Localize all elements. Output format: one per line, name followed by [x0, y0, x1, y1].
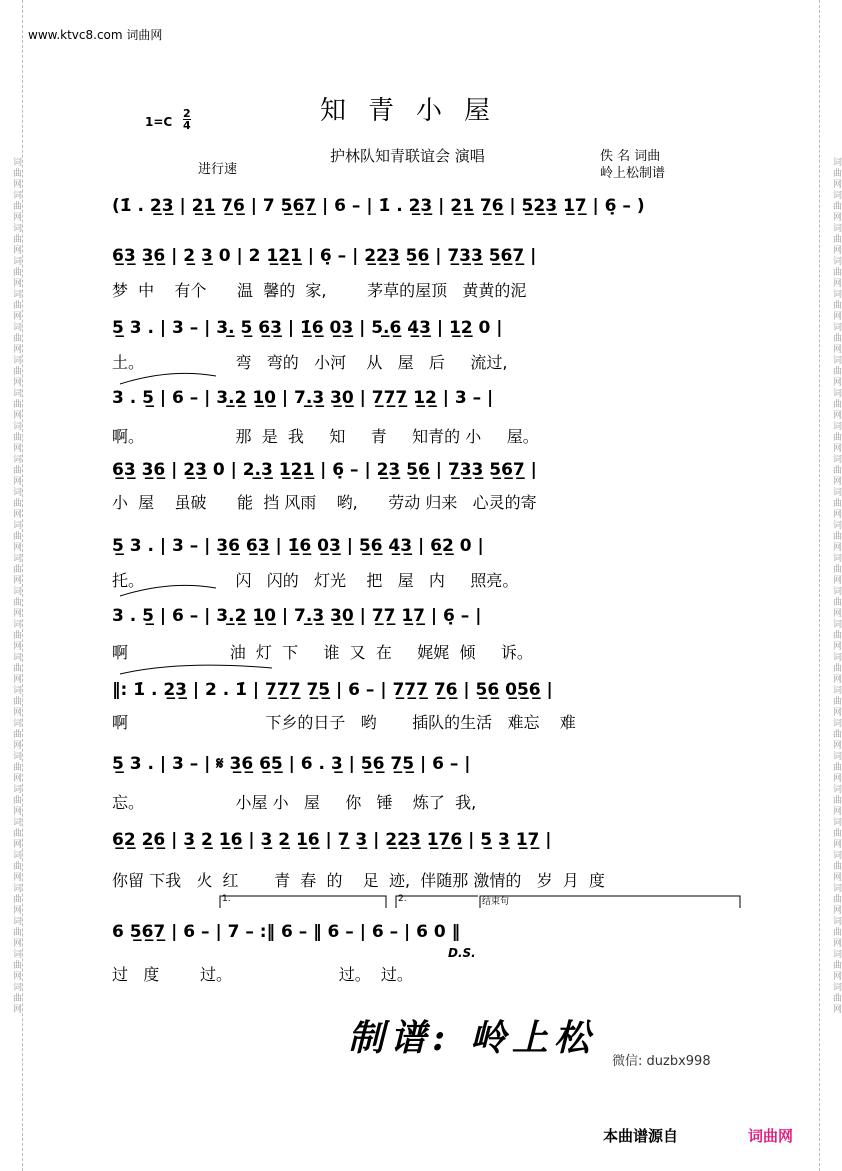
- credit-composer: 佚 名 词曲: [600, 149, 661, 164]
- lyric-line-5: 托。 闪 闪的 灯光 把 屋 内 照亮。: [112, 571, 519, 590]
- ds-marking: D.S.: [448, 946, 476, 960]
- volta-2: 2.: [398, 894, 407, 904]
- lyric-line-6: 啊 油 灯 下 谁 又 在 娓娓 倾 诉。: [112, 643, 533, 662]
- left-watermark-strip: 词曲网词曲网词曲网词曲网词曲网词曲网词曲网词曲网词曲网词曲网词曲网词曲网词曲网词曲网词曲网词曲网词曲网词曲网词曲网词曲网词曲网词曲网词曲网词曲网词曲网词曲网: [0, 0, 23, 1171]
- signature: 制谱: 岭上松: [348, 1017, 596, 1059]
- score-line-10: 6 5̲6̲7̲ | 6 – | 7 – :‖ 6 – ‖ 6 – | 6 – | 6 0 ‖: [112, 922, 461, 942]
- lyric-line-3: 啊。 那 是 我 知 青 知青的 小 屋。: [112, 427, 539, 446]
- song-title: 知青小屋: [320, 96, 513, 126]
- score-line-0: (1̇ . 2̲3̲ | 2̲1̲ 7̲6̲ | 7 5̲6̲7̲ | 6 – | 1̇ . 2̲3̲ | 2̲1̲ 7̲6̲ | 5̲2̲3̲ 1̲7̲ | 6̣ – ): [112, 196, 645, 216]
- coda-label: 结束句: [482, 897, 510, 907]
- tempo-marking: 进行速: [198, 162, 238, 177]
- lyric-line-9: 你留 下我 火 红 青 春 的 足 迹, 伴随那 激情的 岁 月 度: [112, 871, 605, 890]
- score-line-9: 6̲2̲ 2̲6̲ | 3̲ 2̲ 1̲6̲ | 3̲ 2̲ 1̲6̲ | 7̲ 3̲ | 2̲2̲3̲ 1̲7̲6̲ | 5̲ 3̲ 1̲7̲ |: [112, 830, 552, 850]
- lyric-line-2: 土。 弯 弯的 小河 从 屋 后 流过,: [112, 353, 508, 372]
- brand-link[interactable]: 词曲网: [748, 1127, 794, 1145]
- site-url[interactable]: www.ktvc8.com 词曲网: [28, 28, 163, 42]
- lyric-line-4: 小 屋 虽破 能 挡 风雨 哟, 劳动 归来 心灵的寄: [112, 493, 537, 512]
- wechat-contact: 微信: duzbx998: [612, 1054, 711, 1069]
- score-line-5: 5̲ 3 . | 3 – | 3̲6̲ 6̲3̲ | 1̲̇6̲ 0̲3̲ | 5̲6̲ 4̲3̲ | 6̲2̲ 0 |: [112, 536, 484, 556]
- right-watermark-strip: 词曲网词曲网词曲网词曲网词曲网词曲网词曲网词曲网词曲网词曲网词曲网词曲网词曲网词曲网词曲网词曲网词曲网词曲网词曲网词曲网词曲网词曲网词曲网词曲网词曲网词曲网: [819, 0, 842, 1171]
- score-line-1: 6̲3̲ 3̲6̲ | 2̲ 3̲ 0 | 2 1̲2̲1̲ | 6̣ – | 2̲2̲3̲ 5̲6̲ | 7̲3̲3̲ 5̲6̲7̲ |: [112, 246, 537, 266]
- volta-1: 1.: [222, 894, 231, 904]
- lyric-line-7: 啊 下乡的日子 哟 插队的生活 难忘 难: [112, 713, 576, 732]
- score-line-6: 3 . 5̲ | 6 – | 3.̲2̲ 1̲0̲ | 7.̲3̲ 3̲0̲ | 7̲7̲ 1̲7̲ | 6̣ – |: [112, 606, 482, 626]
- performer: 护林队知青联谊会 演唱: [330, 147, 485, 165]
- lyric-line-10: 过 度 过。 过。 过。: [112, 965, 413, 984]
- lyric-line-8: 忘。 小屋 小 屋 你 锤 炼了 我,: [112, 793, 477, 812]
- lyric-line-1: 梦 中 有个 温 馨的 家, 茅草的屋顶 黄黄的泥: [112, 281, 527, 300]
- score-line-8: 5̲ 3 . | 3 – | 𝄋 3̲6̲ 6̲5̲ | 6 . 3̲ | 5̲6̲ 7̲5̲ | 6 – |: [112, 754, 471, 774]
- score-line-2: 5̲ 3 . | 3 – | 3.̲ 5̲ 6̲3̲ | 1̲̇6̲ 0̲3̲ | 5.̲6̲ 4̲3̲ | 1̲2̲ 0 |: [112, 318, 503, 338]
- score-line-7: ‖: 1̇ . 2̲3̲ | 2 . 1̇ | 7̲7̲7̲ 7̲5̲ | 6 – | 7̲7̲7̲ 7̲6̲ | 5̲6̲ 0̲5̲6̲ |: [112, 680, 553, 700]
- meter-bottom: 4: [183, 119, 191, 132]
- credit-transcriber: 岭上松制谱: [600, 166, 666, 181]
- score-line-4: 6̲3̲ 3̲6̲ | 2̲3̲ 0 | 2.̲3̲ 1̲2̲1̲ | 6̣ – | 2̲3̲ 5̲6̲ | 7̲3̲3̲ 5̲6̲7̲ |: [112, 460, 537, 480]
- key-signature: 1=C: [145, 115, 173, 129]
- source-label: 本曲谱源自: [603, 1127, 679, 1145]
- score-line-3: 3 . 5̲ | 6 – | 3.̲2̲ 1̲0̲ | 7.̲3̲ 3̲0̲ | 7̲7̲7̲ 1̲2̲ | 3 – |: [112, 388, 494, 408]
- meter-top: 2: [183, 107, 191, 120]
